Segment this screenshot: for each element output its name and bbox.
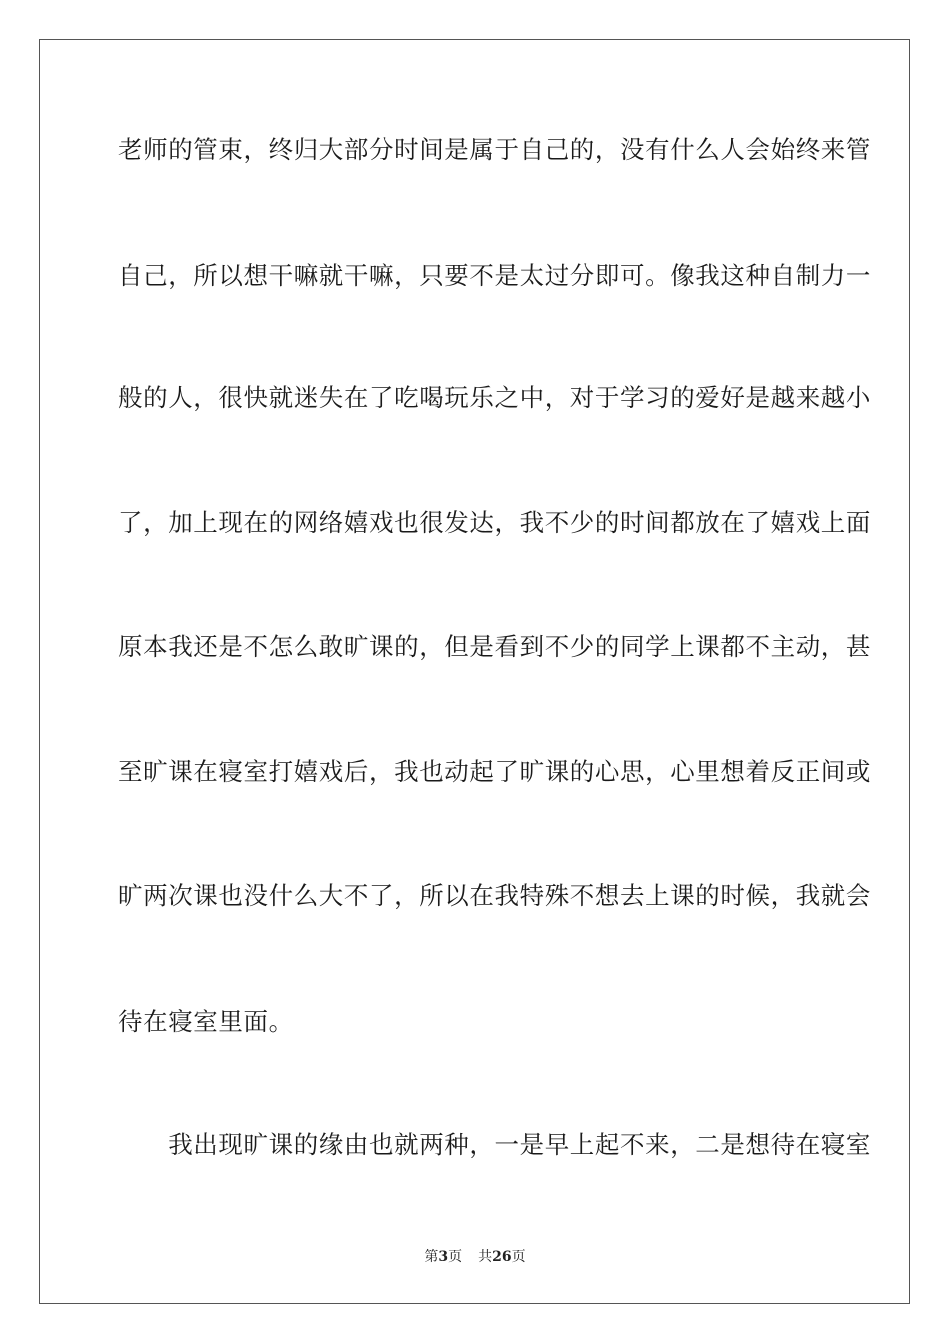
text-line: 待在寝室里面。	[118, 1007, 294, 1036]
total-suffix: 页	[511, 1249, 526, 1265]
text-line: 了，加上现在的网络嬉戏也很发达，我不少的时间都放在了嬉戏上面	[118, 508, 871, 537]
page-prefix: 第	[424, 1249, 439, 1265]
text-line: 我出现旷课的缘由也就两种，一是早上起不来，二是想待在寝室	[118, 1130, 871, 1159]
text-line: 般的人，很快就迷失在了吃喝玩乐之中，对于学习的爱好是越来越小	[118, 383, 871, 412]
text-line: 老师的管束，终归大部分时间是属于自己的，没有什么人会始终来管	[118, 135, 871, 164]
page-border	[39, 39, 910, 1304]
total-pages: 26	[492, 1249, 512, 1265]
page-number: 3	[438, 1249, 449, 1265]
text-line: 自己，所以想干嘛就干嘛，只要不是太过分即可。像我这种自制力一	[118, 261, 871, 290]
text-line: 旷两次课也没什么大不了，所以在我特殊不想去上课的时候，我就会	[118, 881, 871, 910]
page-footer	[0, 1248, 950, 1266]
total-prefix: 共	[478, 1249, 493, 1265]
text-line: 至旷课在寝室打嬉戏后，我也动起了旷课的心思，心里想着反正间或	[118, 757, 871, 786]
text-line: 原本我还是不怎么敢旷课的，但是看到不少的同学上课都不主动，甚	[118, 632, 871, 661]
page-suffix: 页	[448, 1249, 463, 1265]
